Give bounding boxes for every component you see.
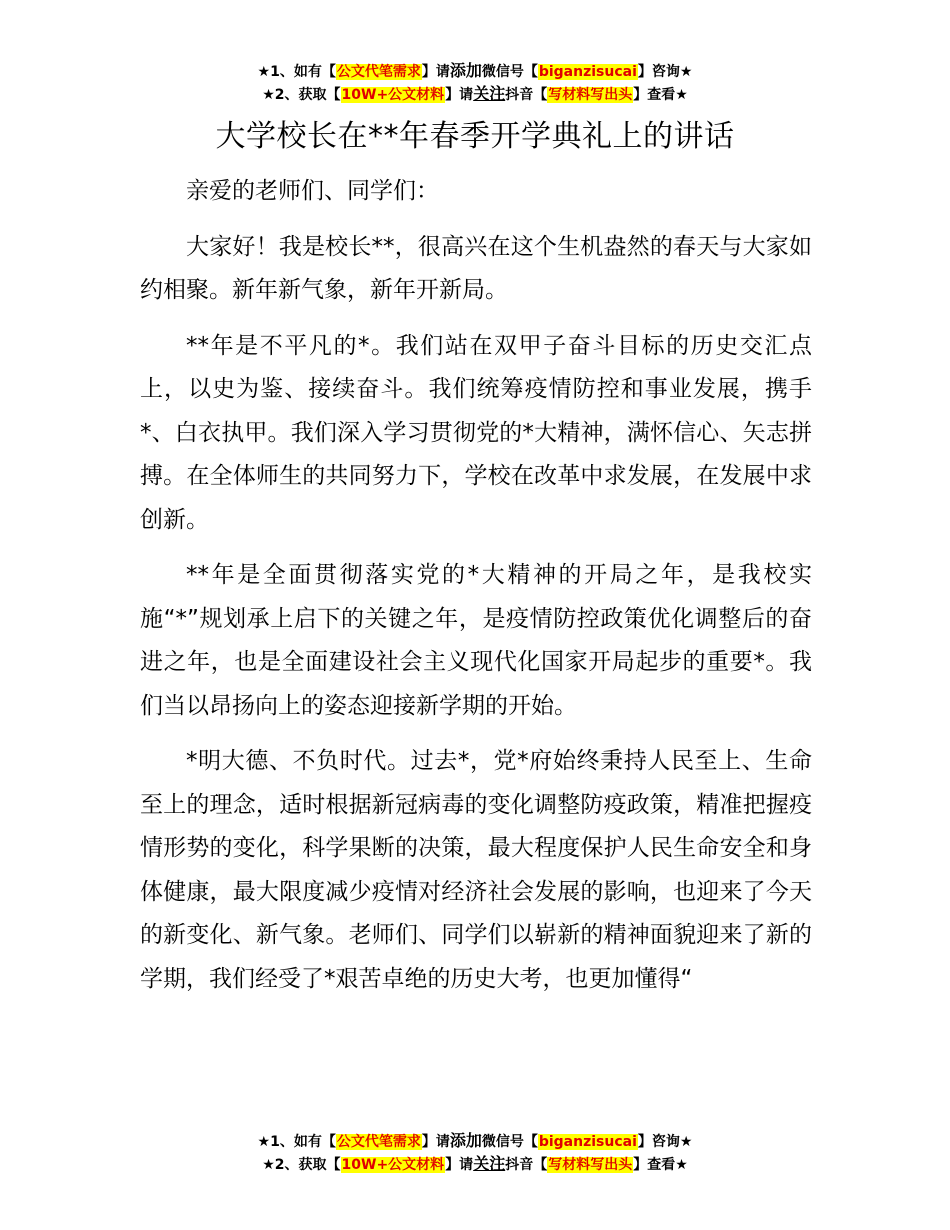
footer-banner (0, 1130, 950, 1176)
highlight-wechat-id: biganzisucai (538, 1134, 637, 1150)
banner-text: 微信号【 (481, 64, 538, 80)
star-icon: ★ (679, 64, 693, 80)
star-icon: ★ (675, 1157, 688, 1173)
banner-emphasis: 关注 (473, 1154, 506, 1173)
star-icon: ★ (679, 1134, 693, 1150)
banner-text: 1、如有【 (270, 1134, 336, 1150)
banner-line-1 (0, 60, 950, 83)
star-icon: ★ (262, 1157, 275, 1173)
highlight-materials: 10W+公文材料 (341, 87, 445, 103)
banner-text: 2、获取【 (274, 87, 341, 103)
banner-text: 】请 (421, 64, 450, 80)
star-icon: ★ (262, 87, 275, 103)
header-banner (0, 60, 950, 106)
banner-text: 】请 (445, 1157, 474, 1173)
banner-text: 】咨询 (637, 1134, 680, 1150)
star-icon: ★ (257, 64, 271, 80)
star-icon: ★ (675, 87, 688, 103)
document-body (140, 170, 812, 1013)
highlight-materials: 10W+公文材料 (341, 1157, 445, 1173)
banner-emphasis: 添加 (449, 61, 482, 80)
banner-line-2 (0, 83, 950, 106)
paragraph: **年是全面贯彻落实党的*大精神的开局之年，是我校实施“*”规划承上启下的关键之年，是疫情防控政策优化调整后的奋进之年，也是全面建设社会主义现代化国家开局起步的重要*。我们当以昂扬向上的姿态迎接新学期的开始。 (140, 562, 812, 719)
highlight-douyin: 写材料写出头 (548, 1157, 633, 1173)
salutation: 亲爱的老师们、同学们： (186, 178, 439, 204)
highlight-service: 公文代笔需求 (336, 1134, 421, 1150)
banner-emphasis: 关注 (473, 84, 506, 103)
paragraph: 大家好！我是校长**，很高兴在这个生机盎然的春天与大家如约相聚。新年新气象，新年开新局。 (140, 233, 812, 303)
star-icon: ★ (257, 1134, 271, 1150)
banner-text: 】查看 (633, 1157, 676, 1173)
highlight-service: 公文代笔需求 (336, 64, 421, 80)
banner-text: 】查看 (633, 87, 676, 103)
banner-emphasis: 添加 (449, 1131, 482, 1150)
document-title: 大学校长在**年春季开学典礼上的讲话 (215, 119, 735, 154)
highlight-douyin: 写材料写出头 (548, 87, 633, 103)
paragraph: **年是不平凡的*。我们站在双甲子奋斗目标的历史交汇点上，以史为鉴、接续奋斗。我们统筹疫情防控和事业发展，携手*、白衣执甲。我们深入学习贯彻党的*大精神，满怀信心、矢志拼搏。在全体师生的共同努力下，学校在改革中求发展，在发展中求创新。 (140, 332, 812, 533)
banner-line-2 (0, 1153, 950, 1176)
banner-line-1 (0, 1130, 950, 1153)
banner-text: 】咨询 (637, 64, 680, 80)
banner-text: 抖音【 (505, 1157, 548, 1173)
banner-text: 1、如有【 (270, 64, 336, 80)
paragraph: *明大德、不负时代。过去*，党*府始终秉持人民至上、生命至上的理念，适时根据新冠病毒的变化调整防疫政策，精准把握疫情形势的变化，科学果断的决策，最大程度保护人民生命安全和身体健康，最大限度减少疫情对经济社会发展的影响，也迎来了今天的新变化、新气象。老师们、同学们以崭新的精神面貌迎来了新的学期，我们经受了*艰苦卓绝的历史大考，也更加懂得“ (140, 748, 812, 992)
banner-text: 】请 (445, 87, 474, 103)
highlight-wechat-id: biganzisucai (538, 64, 637, 80)
banner-text: 2、获取【 (274, 1157, 341, 1173)
banner-text: 微信号【 (481, 1134, 538, 1150)
banner-text: 抖音【 (505, 87, 548, 103)
banner-text: 】请 (421, 1134, 450, 1150)
